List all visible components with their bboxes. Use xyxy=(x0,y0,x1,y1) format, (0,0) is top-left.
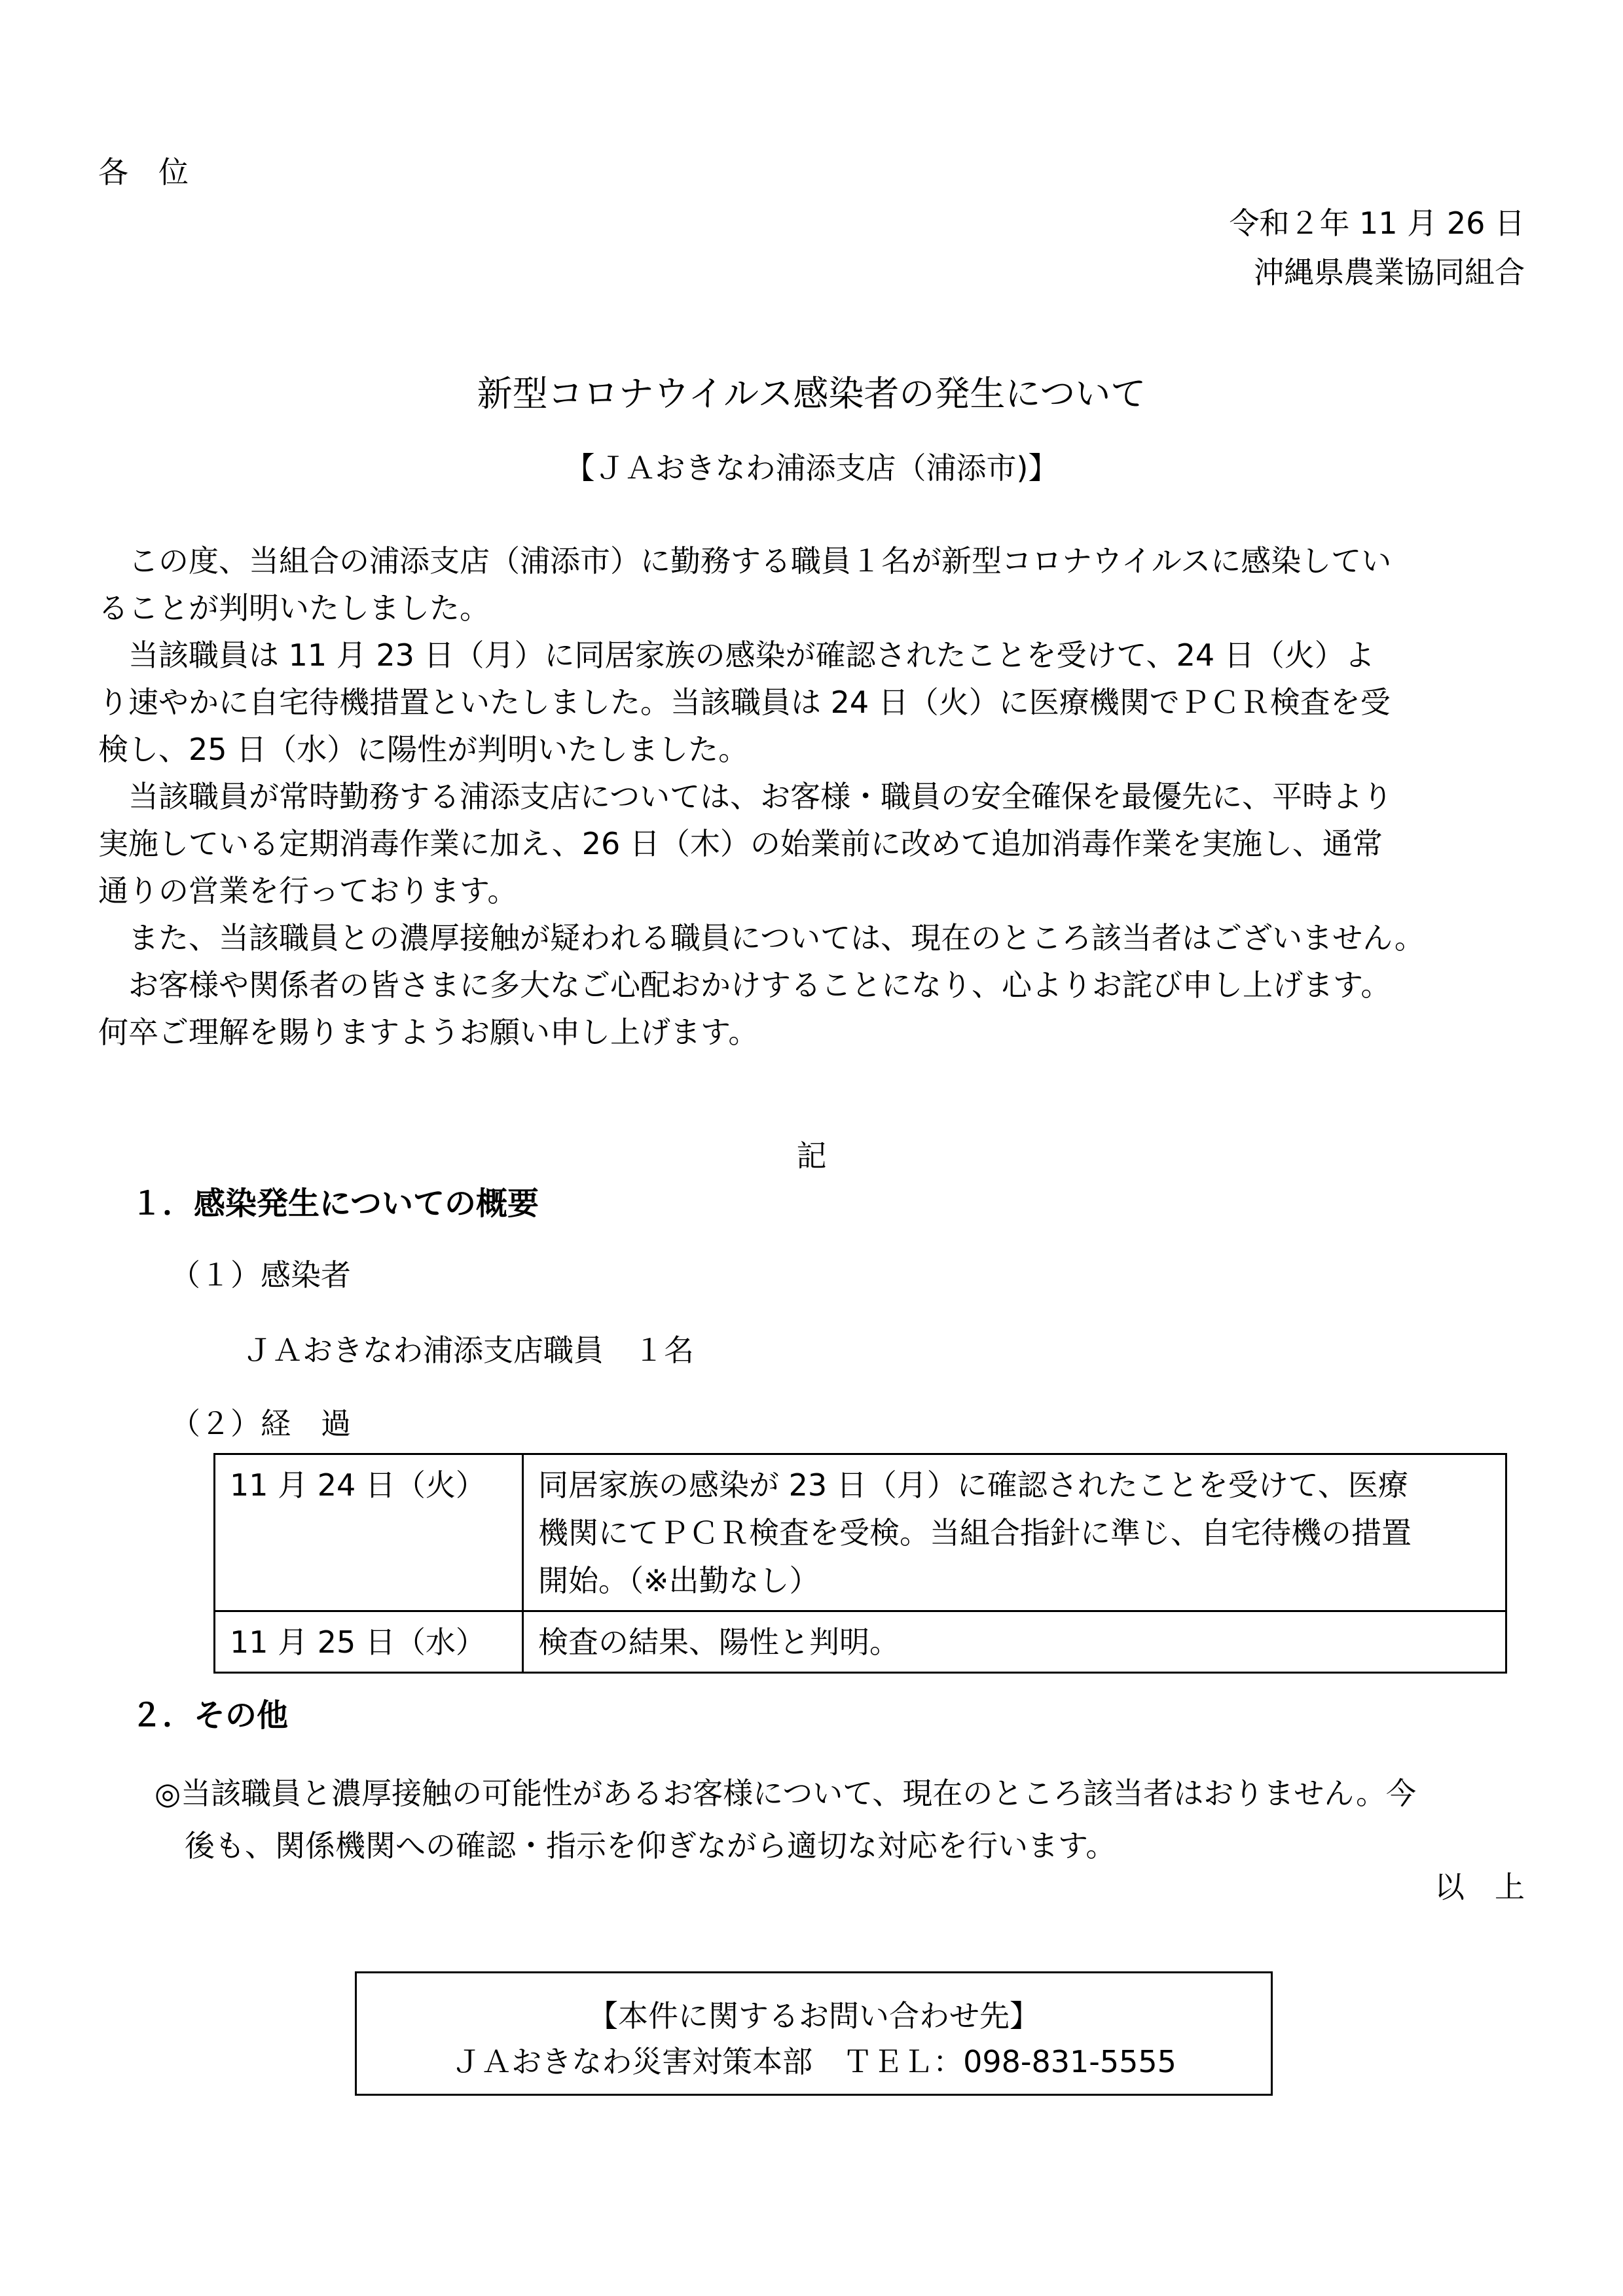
body-line: 当該職員は 11 月 23 日（月）に同居家族の感染が確認されたことを受けて、24 日（火）よ xyxy=(98,637,1375,673)
table-row xyxy=(215,1611,1506,1673)
table-cell-date: 11 月 24 日（火） xyxy=(215,1454,523,1611)
contact-heading: 【本件に関するお問い合わせ先】 xyxy=(588,1998,1040,2034)
contact-detail: ＪＡおきなわ災害対策本部 ＴＥＬ：098-831-5555 xyxy=(451,2044,1176,2079)
section2-text xyxy=(155,1767,1529,1872)
page-subtitle: 【ＪＡおきなわ浦添支店（浦添市)】 xyxy=(564,450,1059,486)
body-line: 当該職員が常時勤務する浦添支店については、お客様・職員の安全確保を最優先に、平時より xyxy=(98,779,1393,814)
description-line: 機関にてＰＣＲ検査を受検。当組合指針に準じ、自宅待機の措置 xyxy=(538,1515,1412,1551)
closing-mark: 以 上 xyxy=(1434,1869,1525,1905)
section2-line: ◎当該職員と濃厚接触の可能性があるお客様について、現在のところ該当者はおりません。今 xyxy=(155,1776,1417,1811)
infected-label: （１）感染者 xyxy=(170,1257,351,1293)
table-row xyxy=(215,1454,1506,1611)
body-line: 通りの営業を行っております。 xyxy=(98,873,518,908)
issue-date: 令和２年 11 月 26 日 xyxy=(1229,206,1525,241)
issuing-organization: 沖縄県農業協同組合 xyxy=(1254,255,1525,290)
addressee: 各 位 xyxy=(98,154,189,190)
description-line: 開始。（※出勤なし） xyxy=(538,1563,820,1598)
ki-marker: 記 xyxy=(796,1138,827,1174)
body-line: り速やかに自宅待機措置といたしました。当該職員は 24 日（火）に医療機関でＰＣＲ検査を受 xyxy=(98,685,1391,720)
progress-label: （２）経 過 xyxy=(170,1406,351,1441)
body-line: ることが判明いたしました。 xyxy=(98,590,490,626)
progress-table xyxy=(213,1453,1507,1674)
contact-box xyxy=(355,1971,1273,2096)
body-line: お客様や関係者の皆さまに多大なご心配おかけすることになり、心よりお詫び申し上げます。 xyxy=(98,967,1391,1003)
section1-heading: １．感染発生についての概要 xyxy=(131,1185,539,1222)
table-cell-date: 11 月 25 日（水） xyxy=(215,1611,523,1673)
table-cell-description xyxy=(523,1611,1506,1673)
infected-value: ＪＡおきなわ浦添支店職員 １名 xyxy=(242,1333,694,1368)
page-title: 新型コロナウイルス感染者の発生について xyxy=(477,373,1146,414)
body-line: 何卒ご理解を賜りますようお願い申し上げます。 xyxy=(98,1014,759,1050)
section2-heading: ２．その他 xyxy=(131,1697,289,1734)
description-line: 検査の結果、陽性と判明。 xyxy=(538,1624,900,1660)
section2-line: 後も、関係機関への確認・指示を仰ぎながら適切な対応を行います。 xyxy=(155,1828,1116,1863)
table-cell-description xyxy=(523,1454,1506,1611)
body-line: 検し、25 日（水）に陽性が判明いたしました。 xyxy=(98,732,749,767)
body-line: また、当該職員との濃厚接触が疑われる職員については、現在のところ該当者はございません。 xyxy=(98,920,1425,956)
body-paragraphs xyxy=(98,537,1525,1056)
description-line: 同居家族の感染が 23 日（月）に確認されたことを受けて、医療 xyxy=(538,1467,1408,1503)
body-line: この度、当組合の浦添支店（浦添市）に勤務する職員１名が新型コロナウイルスに感染してい xyxy=(98,543,1392,579)
body-line: 実施している定期消毒作業に加え、26 日（木）の始業前に改めて追加消毒作業を実施し、通常 xyxy=(98,826,1383,861)
